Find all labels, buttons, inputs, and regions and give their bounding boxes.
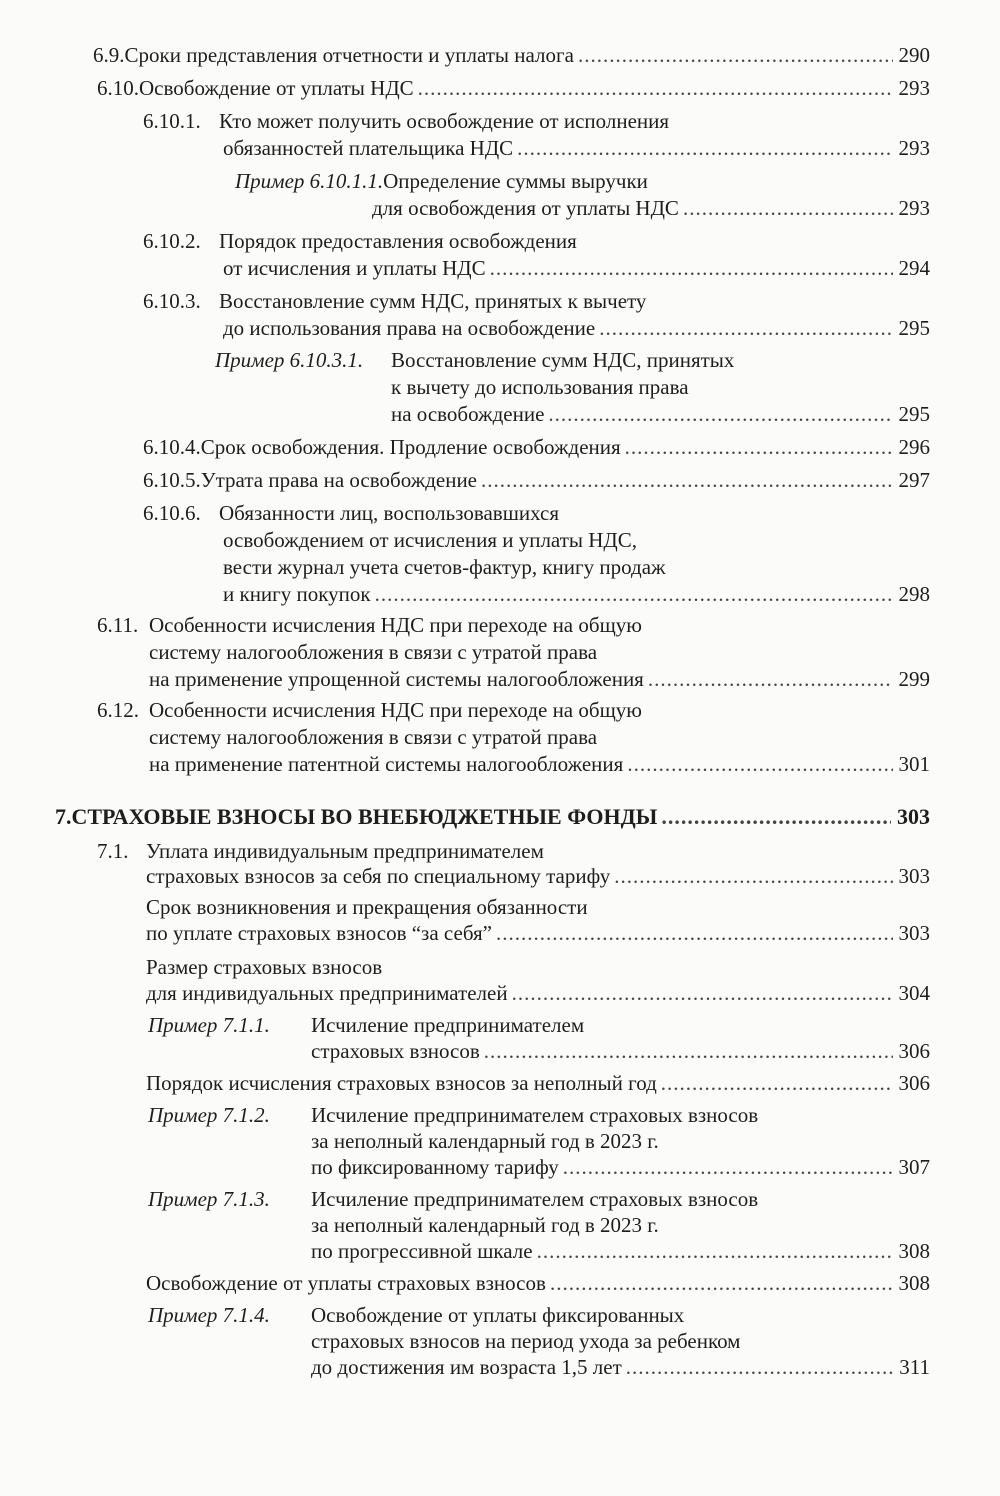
leader-dots <box>648 666 893 692</box>
toc-example-6-10-3-1 <box>215 347 1000 373</box>
entry-title-cont: страховых взносов за себя по специальному тарифу <box>146 864 611 888</box>
page-number: 311 <box>899 1355 930 1379</box>
leader-dots <box>578 42 893 68</box>
entry-title-cont: до достижения им возраста 1,5 лет <box>311 1355 622 1379</box>
entry-title: Порядок исчисления страховых взносов за неполный год <box>146 1071 657 1095</box>
toc-example-6-10-3-1-cont2 <box>391 401 930 427</box>
entry-title-cont: по прогрессивной шкале <box>311 1239 533 1263</box>
entry-title: Особенности исчисления НДС при переходе на общую <box>149 613 642 637</box>
toc-entry-6-10-6-cont1 <box>223 527 1000 553</box>
leader-dots <box>512 980 893 1006</box>
entry-title-cont: и книгу покупок <box>223 582 371 606</box>
page-number: 306 <box>898 1039 930 1063</box>
toc-entry-7-1-cont <box>146 863 930 889</box>
entry-number: 6.10.1. <box>143 109 201 133</box>
page-number: 296 <box>898 435 930 459</box>
entry-title-cont: за неполный календарный год в 2023 г. <box>311 1213 659 1237</box>
toc-entry-6-10-2-cont <box>223 255 930 281</box>
entry-title: Срок освобождения. Продление освобождения <box>200 435 621 459</box>
chapter-number: 7. <box>55 804 72 829</box>
example-label: Пример 7.1.3. <box>148 1187 270 1211</box>
entry-title: Срок возникновения и прекращения обязанности <box>146 895 588 919</box>
entry-title-cont: по фиксированному тарифу <box>311 1155 559 1179</box>
toc-entry-6-10-3-cont <box>223 315 930 341</box>
toc-subentry-term-cont <box>146 920 930 946</box>
example-label: Пример 7.1.4. <box>148 1303 270 1327</box>
toc-example-7-1-3 <box>148 1186 968 1212</box>
entry-number: 6.10.5. <box>143 468 201 492</box>
page-number: 295 <box>898 316 930 340</box>
entry-number: 6.10.2. <box>143 229 201 253</box>
toc-entry-6-12-cont2 <box>149 751 930 777</box>
entry-title: Определение суммы выручки <box>383 169 648 193</box>
entry-title-cont: на применение упрощенной системы налогообложения <box>149 667 644 691</box>
entry-title-cont: систему налогообложения в связи с утратой права <box>149 725 598 749</box>
entry-title: Обязанности лиц, воспользовавшихся <box>219 501 560 525</box>
entry-number: 6.10. <box>97 76 139 100</box>
toc-example-6-10-3-1-cont1 <box>391 374 1000 400</box>
leader-dots <box>481 467 892 493</box>
leader-dots <box>614 863 892 889</box>
entry-title: Утрата права на освобождение <box>200 468 478 492</box>
toc-example-7-1-2 <box>148 1102 968 1128</box>
page-number: 293 <box>898 76 930 100</box>
entry-title: Освобождение от уплаты НДС <box>139 76 414 100</box>
leader-dots <box>548 401 892 427</box>
page-number: 301 <box>898 752 930 776</box>
page-number: 303 <box>898 921 930 945</box>
toc-example-7-1-3-cont1 <box>311 1212 1000 1238</box>
entry-title-cont: систему налогообложения в связи с утратой права <box>149 640 598 664</box>
entry-title: Исчиление предпринимателем <box>311 1013 585 1037</box>
page-number: 290 <box>898 43 930 67</box>
page-number: 298 <box>898 582 930 606</box>
toc-entry-6-10-5 <box>143 467 930 493</box>
page-number: 297 <box>898 468 930 492</box>
toc-example-7-1-4 <box>148 1302 968 1328</box>
toc-example-7-1-4-cont1 <box>311 1328 1000 1354</box>
leader-dots <box>563 1154 893 1180</box>
page-number: 299 <box>898 667 930 691</box>
toc-example-7-1-1 <box>148 1012 968 1038</box>
toc-entry-6-10 <box>97 75 930 101</box>
entry-number: 6.10.3. <box>143 289 201 313</box>
toc-example-7-1-1-cont <box>311 1038 930 1064</box>
entry-title-cont: за неполный календарный год в 2023 г. <box>311 1129 659 1153</box>
entry-title-cont: до использования права на освобождение <box>223 316 596 340</box>
entry-title-cont: на освобождение <box>391 402 545 426</box>
entry-title: Порядок предоставления освобождения <box>219 229 577 253</box>
entry-title: Исчиление предпринимателем страховых взносов <box>311 1187 759 1211</box>
page-number: 304 <box>898 981 930 1005</box>
entry-title: Уплата индивидуальным предпринимателем <box>146 839 544 863</box>
entry-title: Сроки представления отчетности и уплаты налога <box>124 43 574 67</box>
toc-entry-6-12-cont1 <box>149 724 969 750</box>
page-number: 303 <box>898 864 930 888</box>
toc-entry-6-10-1 <box>143 108 963 134</box>
entry-title: Восстановление сумм НДС, принятых к вычету <box>219 289 647 313</box>
leader-dots <box>484 1038 893 1064</box>
toc-subentry-amount-cont <box>146 980 930 1006</box>
entry-title-cont: на применение патентной системы налогообложения <box>149 752 624 776</box>
example-label: Пример 6.10.3.1. <box>215 348 364 372</box>
toc-entry-6-10-1-cont <box>223 135 930 161</box>
toc-entry-6-10-6 <box>143 500 963 526</box>
page-number: 293 <box>898 136 930 160</box>
toc-entry-6-11-cont1 <box>149 639 969 665</box>
toc-example-7-1-2-cont2 <box>311 1154 930 1180</box>
entry-number: 7.1. <box>97 839 129 863</box>
toc-entry-6-9 <box>93 42 930 68</box>
entry-title: Освобождение от уплаты страховых взносов <box>146 1271 546 1295</box>
leader-dots <box>626 1354 893 1380</box>
leader-dots <box>661 1070 893 1096</box>
toc-entry-6-10-3 <box>143 288 963 314</box>
entry-number: 6.9. <box>93 43 125 67</box>
entry-title-cont: для освобождения от уплаты НДС <box>372 196 679 220</box>
page-number: 306 <box>898 1071 930 1095</box>
page-number: 293 <box>898 196 930 220</box>
entry-title-cont: вести журнал учета счетов-фактур, книгу продаж <box>223 555 666 579</box>
toc-entry-6-10-2 <box>143 228 963 254</box>
entry-title: Восстановление сумм НДС, принятых <box>391 348 735 372</box>
toc-chapter-7 <box>55 804 930 830</box>
leader-dots <box>490 255 893 281</box>
example-label: Пример 7.1.1. <box>148 1013 270 1037</box>
leader-dots <box>550 1270 893 1296</box>
toc-entry-6-10-6-cont2 <box>223 554 1000 580</box>
leader-dots <box>661 804 891 830</box>
toc-example-7-1-3-cont2 <box>311 1238 930 1264</box>
entry-title-cont: к вычету до использования права <box>391 375 689 399</box>
leader-dots <box>496 920 893 946</box>
page-number: 294 <box>898 256 930 280</box>
toc-example-7-1-4-cont2 <box>311 1354 930 1380</box>
entry-number: 6.10.4. <box>143 435 201 459</box>
page-number: 303 <box>897 804 930 829</box>
toc-entry-7-1 <box>97 838 917 864</box>
leader-dots <box>599 315 892 341</box>
page-number: 308 <box>898 1239 930 1263</box>
toc-entry-6-11-cont2 <box>149 666 930 692</box>
entry-title-cont: от исчисления и уплаты НДС <box>223 256 486 280</box>
toc-entry-6-11 <box>97 612 917 638</box>
entry-title-cont: освобождением от исчисления и уплаты НДС, <box>223 528 637 552</box>
leader-dots <box>625 434 893 460</box>
entry-number: 6.11. <box>97 613 139 637</box>
toc-example-7-1-2-cont1 <box>311 1128 1000 1154</box>
example-label: Пример 6.10.1.1. <box>235 169 384 193</box>
leader-dots <box>627 751 892 777</box>
entry-title-cont: по уплате страховых взносов “за себя” <box>146 921 492 945</box>
page-number: 308 <box>898 1271 930 1295</box>
entry-title: Кто может получить освобождение от исполнения <box>219 109 670 133</box>
entry-title-cont: страховых взносов на период ухода за ребенком <box>311 1329 741 1353</box>
toc-subentry-exemption <box>146 1270 930 1296</box>
toc-subentry-amount <box>146 954 966 980</box>
chapter-title: СТРАХОВЫЕ ВЗНОСЫ ВО ВНЕБЮДЖЕТНЫЕ ФОНДЫ <box>71 804 658 829</box>
toc-entry-6-12 <box>97 697 917 723</box>
page-number: 307 <box>898 1155 930 1179</box>
entry-number: 6.10.6. <box>143 501 201 525</box>
toc-example-6-10-1-1-cont <box>372 195 930 221</box>
entry-title-cont: страховых взносов <box>311 1039 480 1063</box>
leader-dots <box>418 75 893 101</box>
leader-dots <box>537 1238 893 1264</box>
leader-dots <box>683 195 893 221</box>
example-label: Пример 7.1.2. <box>148 1103 270 1127</box>
entry-title-cont: для индивидуальных предпринимателей <box>146 981 508 1005</box>
toc-example-6-10-1-1 <box>235 168 1000 194</box>
entry-title: Освобождение от уплаты фиксированных <box>311 1303 685 1327</box>
toc-entry-6-10-6-cont3 <box>223 581 930 607</box>
entry-title: Исчиление предпринимателем страховых взносов <box>311 1103 759 1127</box>
leader-dots <box>375 581 893 607</box>
toc-subentry-term <box>146 894 966 920</box>
entry-number: 6.12. <box>97 698 139 722</box>
toc-subentry-partial-year <box>146 1070 930 1096</box>
entry-title: Размер страховых взносов <box>146 955 383 979</box>
entry-title: Особенности исчисления НДС при переходе на общую <box>149 698 642 722</box>
entry-title-cont: обязанностей плательщика НДС <box>223 136 514 160</box>
leader-dots <box>517 135 892 161</box>
page-number: 295 <box>898 402 930 426</box>
toc-entry-6-10-4 <box>143 434 930 460</box>
